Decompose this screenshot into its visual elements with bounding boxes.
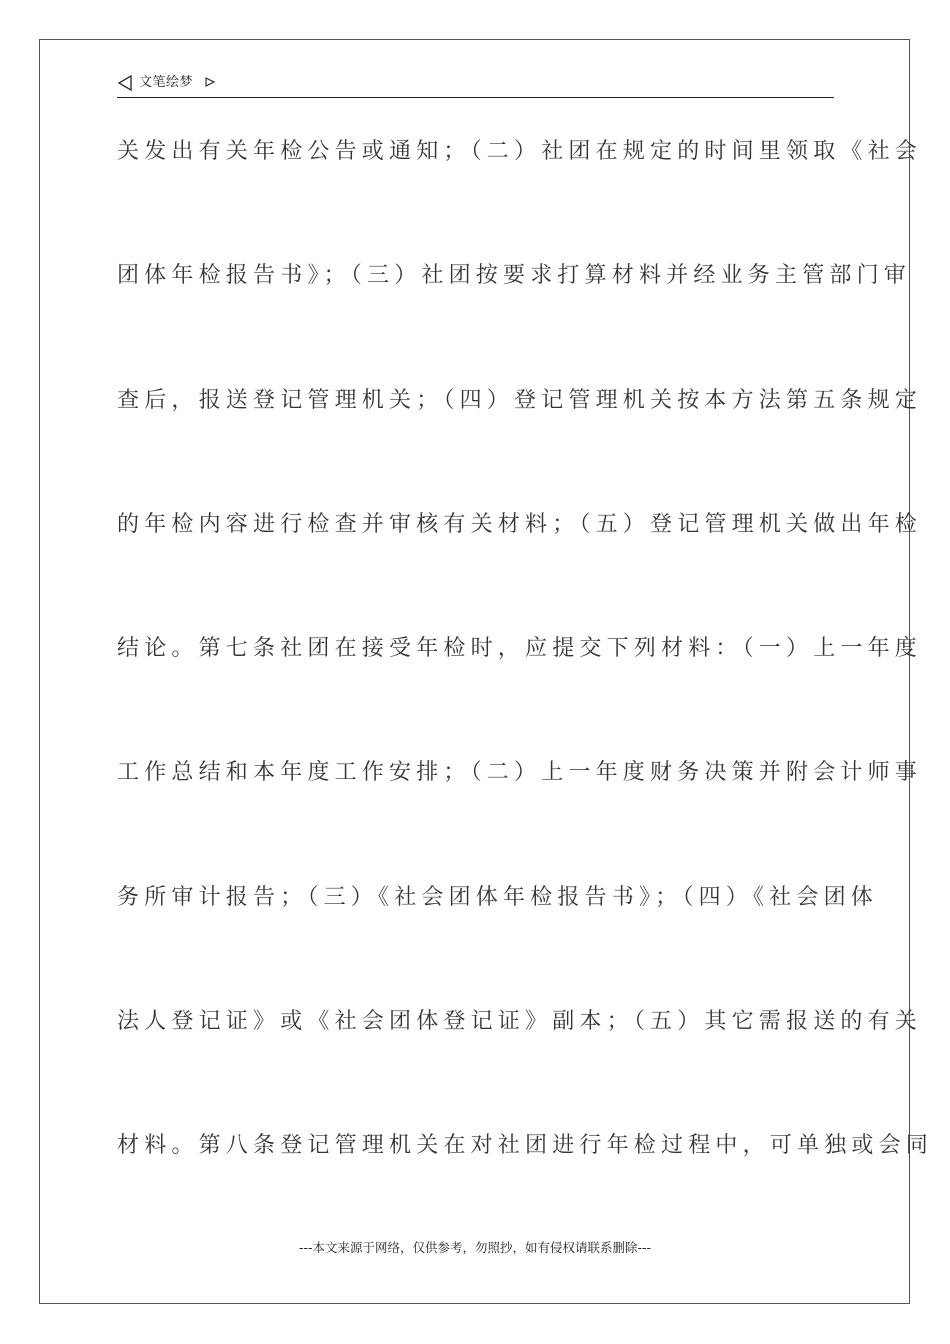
body-line: 关发出有关年检公告或通知；（二）社团在规定的时间里领取《社会 [117, 139, 923, 164]
body-line: 法人登记证》或《社会团体登记证》副本；（五）其它需报送的有关 [117, 1009, 923, 1035]
body-line: 务所审计报告；（三）《社会团体年检报告书》；（四）《社会团体 [117, 884, 879, 910]
body-line: 查后，报送登记管理机关；（四）登记管理机关按本方法第五条规定 [117, 387, 923, 413]
page-header [117, 72, 834, 98]
header-title: 文笔绘梦 [139, 75, 194, 90]
document-body [117, 125, 934, 1244]
body-line: 材料。第八条登记管理机关在对社团进行年检过程中，可单独或会同 [117, 1133, 934, 1159]
triangle-right-outline-icon [205, 77, 215, 87]
triangle-left-outline-icon [117, 75, 133, 91]
body-line: 结论。第七条社团在接受年检时，应提交下列材料：（一）上一年度 [117, 636, 923, 662]
footer-disclaimer: ---本文来源于网络，仅供参考，勿照抄，如有侵权请联系删除--- [298, 1240, 652, 1255]
body-line: 团体年检报告书》；（三）社团按要求打算材料并经业务主管部门审 [117, 263, 912, 289]
body-line: 工作总结和本年度工作安排；（二）上一年度财务决策并附会计师事 [117, 760, 923, 786]
body-line: 的年检内容进行检查并审核有关材料；（五）登记管理机关做出年检 [117, 511, 923, 537]
